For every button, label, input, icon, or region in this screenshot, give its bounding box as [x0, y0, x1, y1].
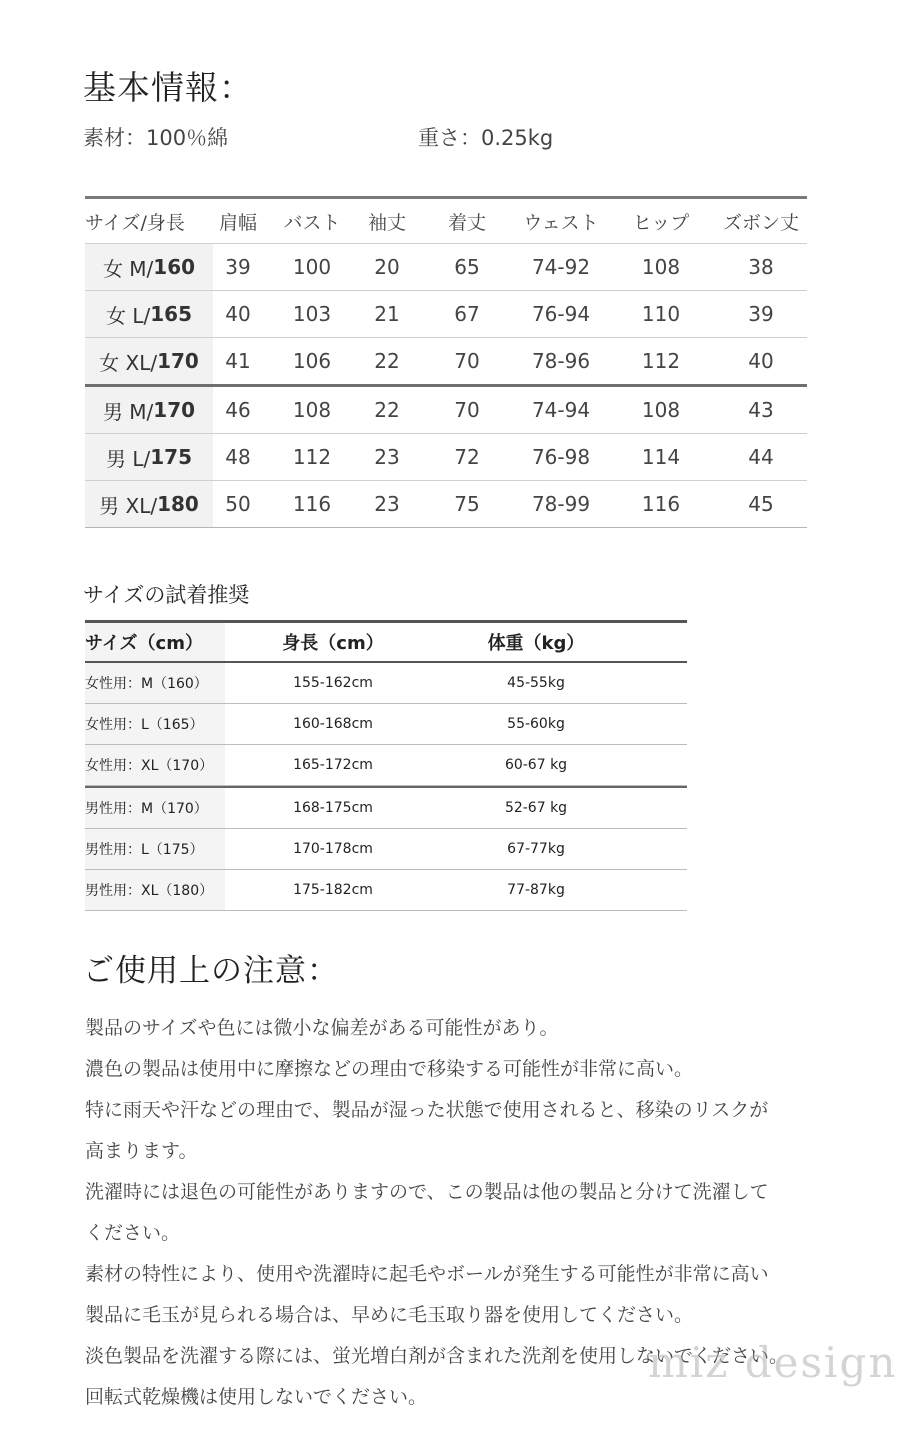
table-cell: 76-94	[531, 302, 591, 326]
table-cell: 114	[641, 445, 681, 469]
size-height: 170	[153, 398, 196, 422]
note-line: 製品のサイズや色には微小な偏差がある可能性があり。	[85, 1017, 559, 1039]
table-cell: 40	[748, 349, 774, 373]
header-size-height: サイズ/身長	[85, 211, 185, 234]
fit-weight-cell: 60-67 kg	[504, 757, 568, 773]
table-cell: 78-96	[531, 349, 591, 373]
fit-weight-cell: 77-87kg	[507, 882, 565, 898]
note-line: 高まります。	[85, 1140, 198, 1162]
table-row	[85, 243, 807, 290]
table-cell: 78-99	[531, 492, 591, 516]
fit-size-cell: 女性用：L（165）	[85, 704, 225, 744]
size-height: 160	[153, 255, 196, 279]
note-line: 回転式乾燥機は使用しないでください。	[85, 1386, 428, 1408]
table-cell: 40	[225, 302, 251, 326]
header-height-cm: 身長（cm）	[282, 633, 384, 654]
header-hip: ヒップ	[632, 211, 690, 234]
header-waist: ウェスト	[523, 211, 599, 234]
fit-height-cell: 160-168cm	[293, 716, 373, 732]
header-pants-length: ズボン丈	[722, 211, 799, 234]
size-label	[85, 387, 213, 433]
table-bottom-rule	[85, 527, 807, 528]
size-prefix: 男 M/	[102, 399, 154, 424]
fit-height-cell: 168-175cm	[293, 800, 373, 816]
table-row	[85, 337, 807, 384]
table-cell: 108	[641, 255, 681, 279]
table-cell: 72	[454, 445, 480, 469]
weight-text: 重さ：0.25kg	[418, 126, 554, 150]
table-cell: 23	[374, 445, 400, 469]
table-cell: 22	[374, 398, 400, 422]
size-height: 165	[150, 302, 192, 326]
header-length: 着丈	[447, 211, 486, 234]
fit-table-header	[85, 623, 687, 663]
table-cell: 43	[748, 398, 774, 422]
watermark: miz design	[648, 1338, 898, 1387]
table-row	[85, 745, 687, 786]
fit-height-cell: 165-172cm	[293, 757, 373, 773]
table-cell: 21	[374, 302, 400, 326]
table-cell: 75	[454, 492, 480, 516]
table-cell: 44	[748, 445, 774, 469]
table-cell: 48	[225, 445, 251, 469]
header-bust: バスト	[283, 211, 341, 234]
table-row	[85, 384, 807, 433]
size-label	[85, 244, 213, 290]
table-row	[85, 433, 807, 480]
fit-size-cell: 男性用：L（175）	[85, 829, 225, 869]
table-cell: 108	[641, 398, 681, 422]
table-cell: 74-92	[531, 255, 591, 279]
material-text: 素材：100％綿	[83, 126, 229, 150]
size-label	[85, 291, 213, 337]
table-row	[85, 829, 687, 870]
note-line: 特に雨天や汗などの理由で、製品が湿った状態で使用されると、移染のリスクが	[85, 1099, 769, 1121]
table-row	[85, 786, 687, 829]
fit-weight-cell: 67-77kg	[507, 841, 565, 857]
table-cell: 103	[292, 302, 332, 326]
table-cell: 76-98	[531, 445, 591, 469]
size-prefix: 女 L/	[106, 303, 151, 328]
fit-height-cell: 175-182cm	[293, 882, 373, 898]
table-cell: 39	[225, 255, 251, 279]
table-cell: 50	[225, 492, 251, 516]
table-cell: 108	[292, 398, 332, 422]
size-height: 175	[150, 445, 192, 469]
table-row	[85, 704, 687, 745]
fit-table-title: サイズの試着推奨	[83, 583, 250, 607]
fit-weight-cell: 55-60kg	[507, 716, 565, 732]
table-cell: 38	[748, 255, 774, 279]
table-cell: 112	[641, 349, 681, 373]
note-line: 素材の特性により、使用や洗濯時に起毛やボールが発生する可能性が非常に高い	[85, 1263, 769, 1285]
table-cell: 116	[641, 492, 681, 516]
note-line: 淡色製品を洗濯する際には、蛍光増白剤が含まれた洗剤を使用しないでください。	[85, 1345, 789, 1367]
size-prefix: 女 XL/	[99, 350, 158, 375]
table-row	[85, 480, 807, 527]
table-cell: 106	[292, 349, 332, 373]
table-row	[85, 663, 687, 704]
table-cell: 65	[454, 255, 480, 279]
notes-title: ご使用上の注意：	[83, 953, 339, 989]
note-line: 製品に毛玉が見られる場合は、早めに毛玉取り器を使用してください。	[85, 1304, 694, 1326]
table-cell: 70	[454, 398, 480, 422]
size-label	[85, 434, 213, 480]
note-line: ください。	[85, 1222, 181, 1244]
table-cell: 100	[292, 255, 332, 279]
fit-table-body	[85, 663, 687, 911]
header-size-cm: サイズ（cm）	[85, 623, 225, 661]
size-label	[85, 481, 213, 527]
size-prefix: 男 L/	[106, 446, 151, 471]
table-cell: 70	[454, 349, 480, 373]
header-weight-kg: 体重（kg）	[487, 633, 585, 654]
table-cell: 20	[374, 255, 400, 279]
table-cell: 74-94	[531, 398, 591, 422]
table-cell: 46	[225, 398, 251, 422]
fit-weight-cell: 45-55kg	[507, 675, 565, 691]
fit-height-cell: 155-162cm	[293, 675, 373, 691]
note-line: 濃色の製品は使用中に摩擦などの理由で移染する可能性が非常に高い。	[85, 1058, 694, 1080]
size-prefix: 男 XL/	[99, 493, 158, 518]
size-table-body	[85, 243, 807, 527]
fit-size-cell: 女性用：M（160）	[85, 663, 225, 703]
table-cell: 39	[748, 302, 774, 326]
fit-height-cell: 170-178cm	[293, 841, 373, 857]
fit-size-cell: 男性用：M（170）	[85, 788, 225, 828]
table-cell: 67	[454, 302, 480, 326]
size-label	[85, 338, 213, 384]
table-row	[85, 290, 807, 337]
note-line: 洗濯時には退色の可能性がありますので、この製品は他の製品と分けて洗濯して	[85, 1181, 769, 1203]
size-height: 180	[157, 492, 199, 516]
table-cell: 41	[225, 349, 251, 373]
basic-info-title: 基本情報：	[83, 68, 253, 107]
size-height: 170	[157, 349, 199, 373]
fit-weight-cell: 52-67 kg	[504, 800, 568, 816]
table-cell: 116	[292, 492, 332, 516]
size-prefix: 女 M/	[102, 256, 154, 281]
table-cell: 45	[748, 492, 774, 516]
fit-size-cell: 女性用：XL（170）	[85, 745, 225, 785]
table-cell: 110	[641, 302, 681, 326]
fit-table	[85, 620, 687, 911]
table-cell: 22	[374, 349, 400, 373]
table-cell: 23	[374, 492, 400, 516]
fit-size-cell: 男性用：XL（180）	[85, 870, 225, 910]
size-table-header	[85, 199, 807, 243]
size-table	[85, 196, 807, 528]
table-cell: 112	[292, 445, 332, 469]
header-shoulder: 肩幅	[218, 211, 257, 234]
table-row	[85, 870, 687, 911]
header-sleeve: 袖丈	[367, 211, 406, 234]
